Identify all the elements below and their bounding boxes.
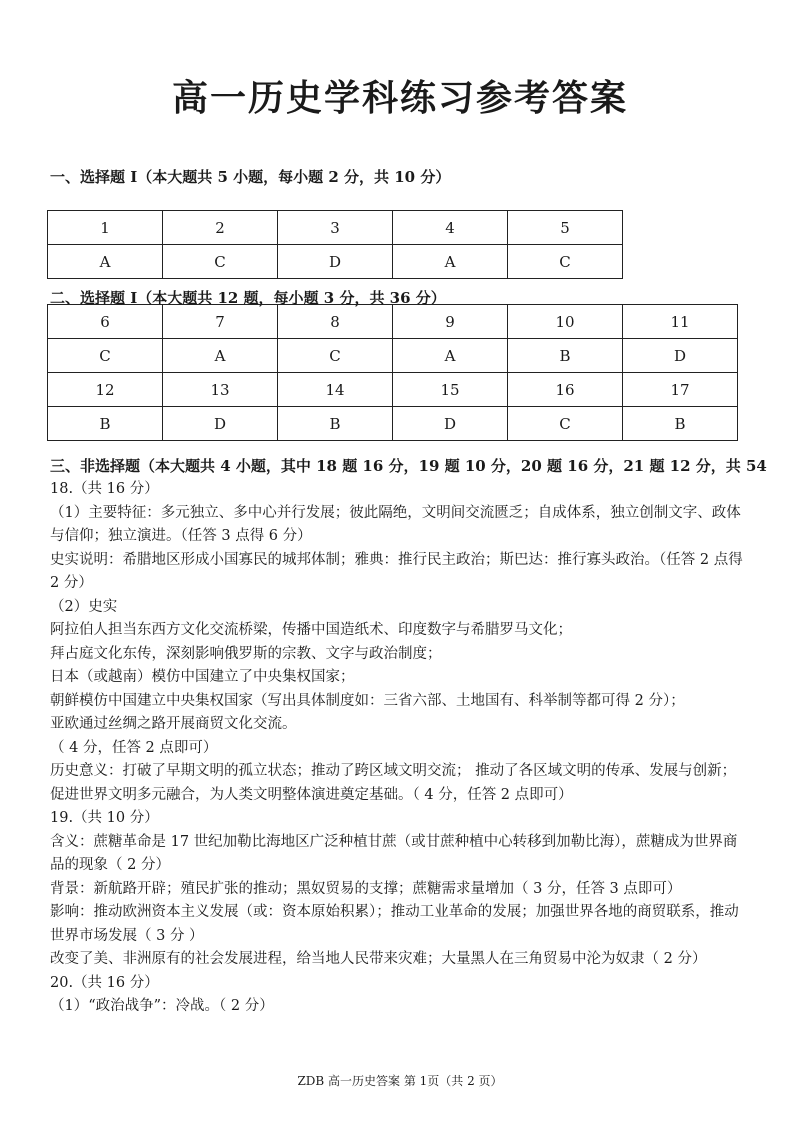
answer-line: 朝鲜模仿中国建立中央集权国家（写出具体制度如：三省六部、土地国有、科举制等都可得 2 分）； [50,692,685,709]
table-cell: B [48,407,163,441]
answer-line: 拜占庭文化东传，深刻影响俄罗斯的宗教、文字与政治制度； [50,645,442,662]
table-cell: A [48,245,163,279]
answer-line: 阿拉伯人担当东西方文化交流桥梁，传播中国造纸术、印度数字与希腊罗马文化； [50,622,572,638]
answer-line: 历史意义：打破了早期文明的孤立状态；推动了跨区域文明交流； 推动了各区域文明的传承、发展与创新；促进世界文明多元融合，为人类文明整体演进奠定基础。（ 4 分，任答 2 点即可） [50,763,737,803]
page-title: 高一历史学科练习参考答案 [171,78,628,119]
table-cell: B [623,407,738,441]
answer-body [50,478,750,1019]
answer-line: 日本（或越南）模仿中国建立了中央集权国家； [50,669,355,685]
section2-heading: 二、选择题 I（本大题共 12 题，每小题 3 分，共 36 分） [50,289,446,307]
answer-line: （ 4 分，任答 2 点即可） [50,739,218,756]
answer-line: 亚欧通过丝绸之路开展商贸文化交流。 [50,716,297,732]
table-cell: 13 [163,373,278,407]
table-row [48,245,623,279]
table-cell: C [508,407,623,441]
table-row [48,305,738,339]
section3-heading: 三、非选择题（本大题共 4 小题，其中 18 题 16 分，19 题 10 分，20 题 16 分，21 题 12 分，共 54 [50,457,767,475]
table-cell: B [278,407,393,441]
table-row [48,211,623,245]
table-cell: 9 [393,305,508,339]
table-cell: D [623,339,738,373]
table-cell: 5 [508,211,623,245]
answer-line: 改变了美、非洲原有的社会发展进程，给当地人民带来灾难；大量黑人在三角贸易中沦为奴隶（ 2 分） [50,951,707,967]
answer-line: 18.（共 16 分） [50,481,159,497]
table-cell: 8 [278,305,393,339]
table-cell: D [163,407,278,441]
table-row [48,373,738,407]
table-cell: D [393,407,508,441]
table-cell: 10 [508,305,623,339]
table-cell: 6 [48,305,163,339]
table-cell: A [163,339,278,373]
table-row [48,407,738,441]
answer-line: 20.（共 16 分） [50,974,159,991]
table-cell: 2 [163,211,278,245]
table-cell: A [393,245,508,279]
section1-heading: 一、选择题 I（本大题共 5 小题，每小题 2 分，共 10 分） [50,168,451,186]
table-cell: 1 [48,211,163,245]
table-cell: 14 [278,373,393,407]
answer-line: （2）史实 [50,598,118,615]
section1-answer-table [47,210,623,279]
table-cell: C [278,339,393,373]
answer-line: 含义：蔗糖革命是 17 世纪加勒比海地区广泛种植甘蔗（或甘蔗种植中心转移到加勒比海），蔗糖成为世界商品的现象（ 2 分） [50,833,738,873]
table-row [48,339,738,373]
page-footer: ZDB 高一历史答案 第 1页（共 2 页） [297,1074,503,1088]
table-cell: C [508,245,623,279]
table-cell: C [163,245,278,279]
answer-line: 背景：新航路开辟；殖民扩张的推动；黑奴贸易的支撑；蔗糖需求量增加（ 3 分，任答 3 点即可） [50,880,682,897]
table-cell: 17 [623,373,738,407]
table-cell: B [508,339,623,373]
table-cell: C [48,339,163,373]
answer-line: 影响：推动欧洲资本主义发展（或：资本原始积累）；推动工业革命的发展；加强世界各地的商贸联系，推动世界市场发展（ 3 分 ） [50,904,739,944]
table-cell: 11 [623,305,738,339]
answer-line: 19.（共 10 分） [50,810,159,826]
table-cell: A [393,339,508,373]
table-cell: D [278,245,393,279]
table-cell: 3 [278,211,393,245]
answer-line: （1）主要特征：多元独立、多中心并行发展；彼此隔绝，文明间交流匮乏；自成体系，独立创制文字、政体与信仰；独立演进。（任答 3 点得 6 分） [50,504,741,544]
table-cell: 12 [48,373,163,407]
section2-answer-table [47,304,738,441]
answer-line: （1）“政治战争”：冷战。（ 2 分） [50,998,274,1014]
answer-line: 史实说明：希腊地区形成小国寡民的城邦体制；雅典：推行民主政治；斯巴达：推行寡头政治。（任答 2 点得 2 分） [50,551,743,591]
table-cell: 16 [508,373,623,407]
table-cell: 4 [393,211,508,245]
table-cell: 7 [163,305,278,339]
table-cell: 15 [393,373,508,407]
